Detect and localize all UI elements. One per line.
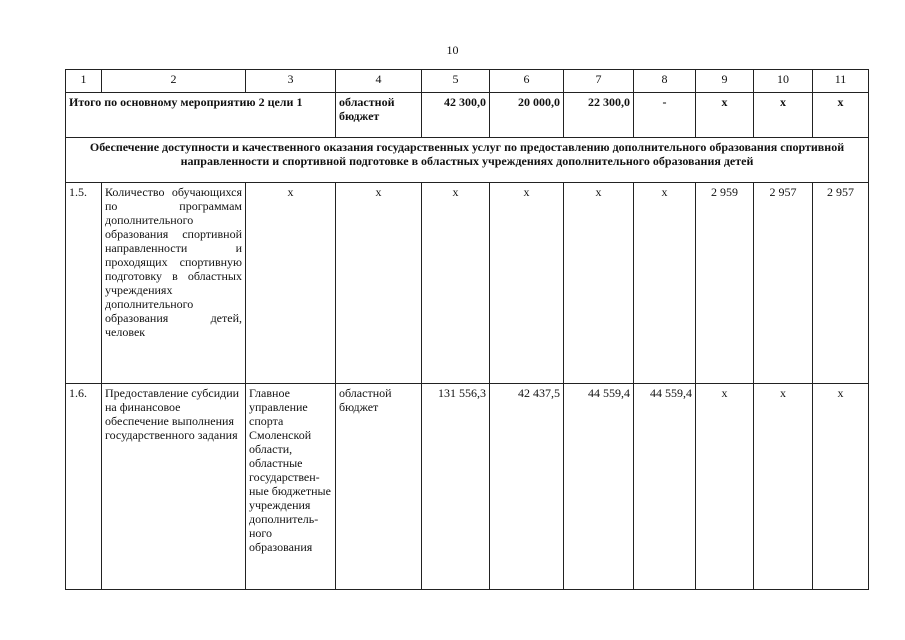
column-number: 9 — [696, 70, 754, 93]
total-c11: х — [813, 93, 869, 138]
row-cell: 2 957 — [813, 183, 869, 384]
row-cell: 131 556,3 — [422, 384, 490, 590]
section-row — [66, 138, 869, 183]
table-row — [66, 183, 869, 384]
total-c8: - — [634, 93, 696, 138]
page-number: 10 — [446, 43, 459, 57]
row-cell: 42 437,5 — [490, 384, 564, 590]
total-c7: 22 300,0 — [564, 93, 634, 138]
row-cell: х — [246, 183, 336, 384]
row-cell: х — [422, 183, 490, 384]
total-source: областной бюджет — [336, 93, 422, 138]
column-number: 5 — [422, 70, 490, 93]
row-responsible: Главное управление спорта Смоленской области, областные государствен-ные бюджетные учреждения дополнитель-ного образования — [246, 384, 336, 590]
column-number: 2 — [102, 70, 246, 93]
total-c9: х — [696, 93, 754, 138]
column-number: 1 — [66, 70, 102, 93]
row-number: 1.5. — [66, 183, 102, 384]
row-cell: х — [564, 183, 634, 384]
row-cell: 44 559,4 — [564, 384, 634, 590]
total-c10: х — [754, 93, 813, 138]
row-cell: х — [754, 384, 813, 590]
row-cell: х — [813, 384, 869, 590]
column-number: 3 — [246, 70, 336, 93]
total-row — [66, 93, 869, 138]
column-number-row — [66, 70, 869, 93]
row-cell: 44 559,4 — [634, 384, 696, 590]
column-number: 11 — [813, 70, 869, 93]
column-number: 6 — [490, 70, 564, 93]
row-cell: х — [696, 384, 754, 590]
row-cell: х — [336, 183, 422, 384]
program-table — [65, 69, 869, 590]
column-number: 10 — [754, 70, 813, 93]
row-cell: х — [634, 183, 696, 384]
column-number: 8 — [634, 70, 696, 93]
row-name: Предоставление субсидии на финансовое обеспечение выполнения государственного задания — [102, 384, 246, 590]
row-source: областной бюджет — [336, 384, 422, 590]
row-cell: х — [490, 183, 564, 384]
total-c5: 42 300,0 — [422, 93, 490, 138]
row-name: Количество обучающихся по программам дополнительного образования спортивной направленности и проходящих спортивную подготовку в областных учреждениях дополнительного образования детей, человек — [102, 183, 246, 384]
table-row — [66, 384, 869, 590]
section-title: Обеспечение доступности и качественного оказания государственных услуг по предоставлению дополнительного образования спортивной направленности и спортивной подготовке в областных учреждениях дополнительного образования детей — [66, 138, 869, 183]
column-number: 7 — [564, 70, 634, 93]
total-label: Итого по основному мероприятию 2 цели 1 — [66, 93, 336, 138]
row-number: 1.6. — [66, 384, 102, 590]
row-cell: 2 959 — [696, 183, 754, 384]
row-cell: 2 957 — [754, 183, 813, 384]
column-number: 4 — [336, 70, 422, 93]
total-c6: 20 000,0 — [490, 93, 564, 138]
